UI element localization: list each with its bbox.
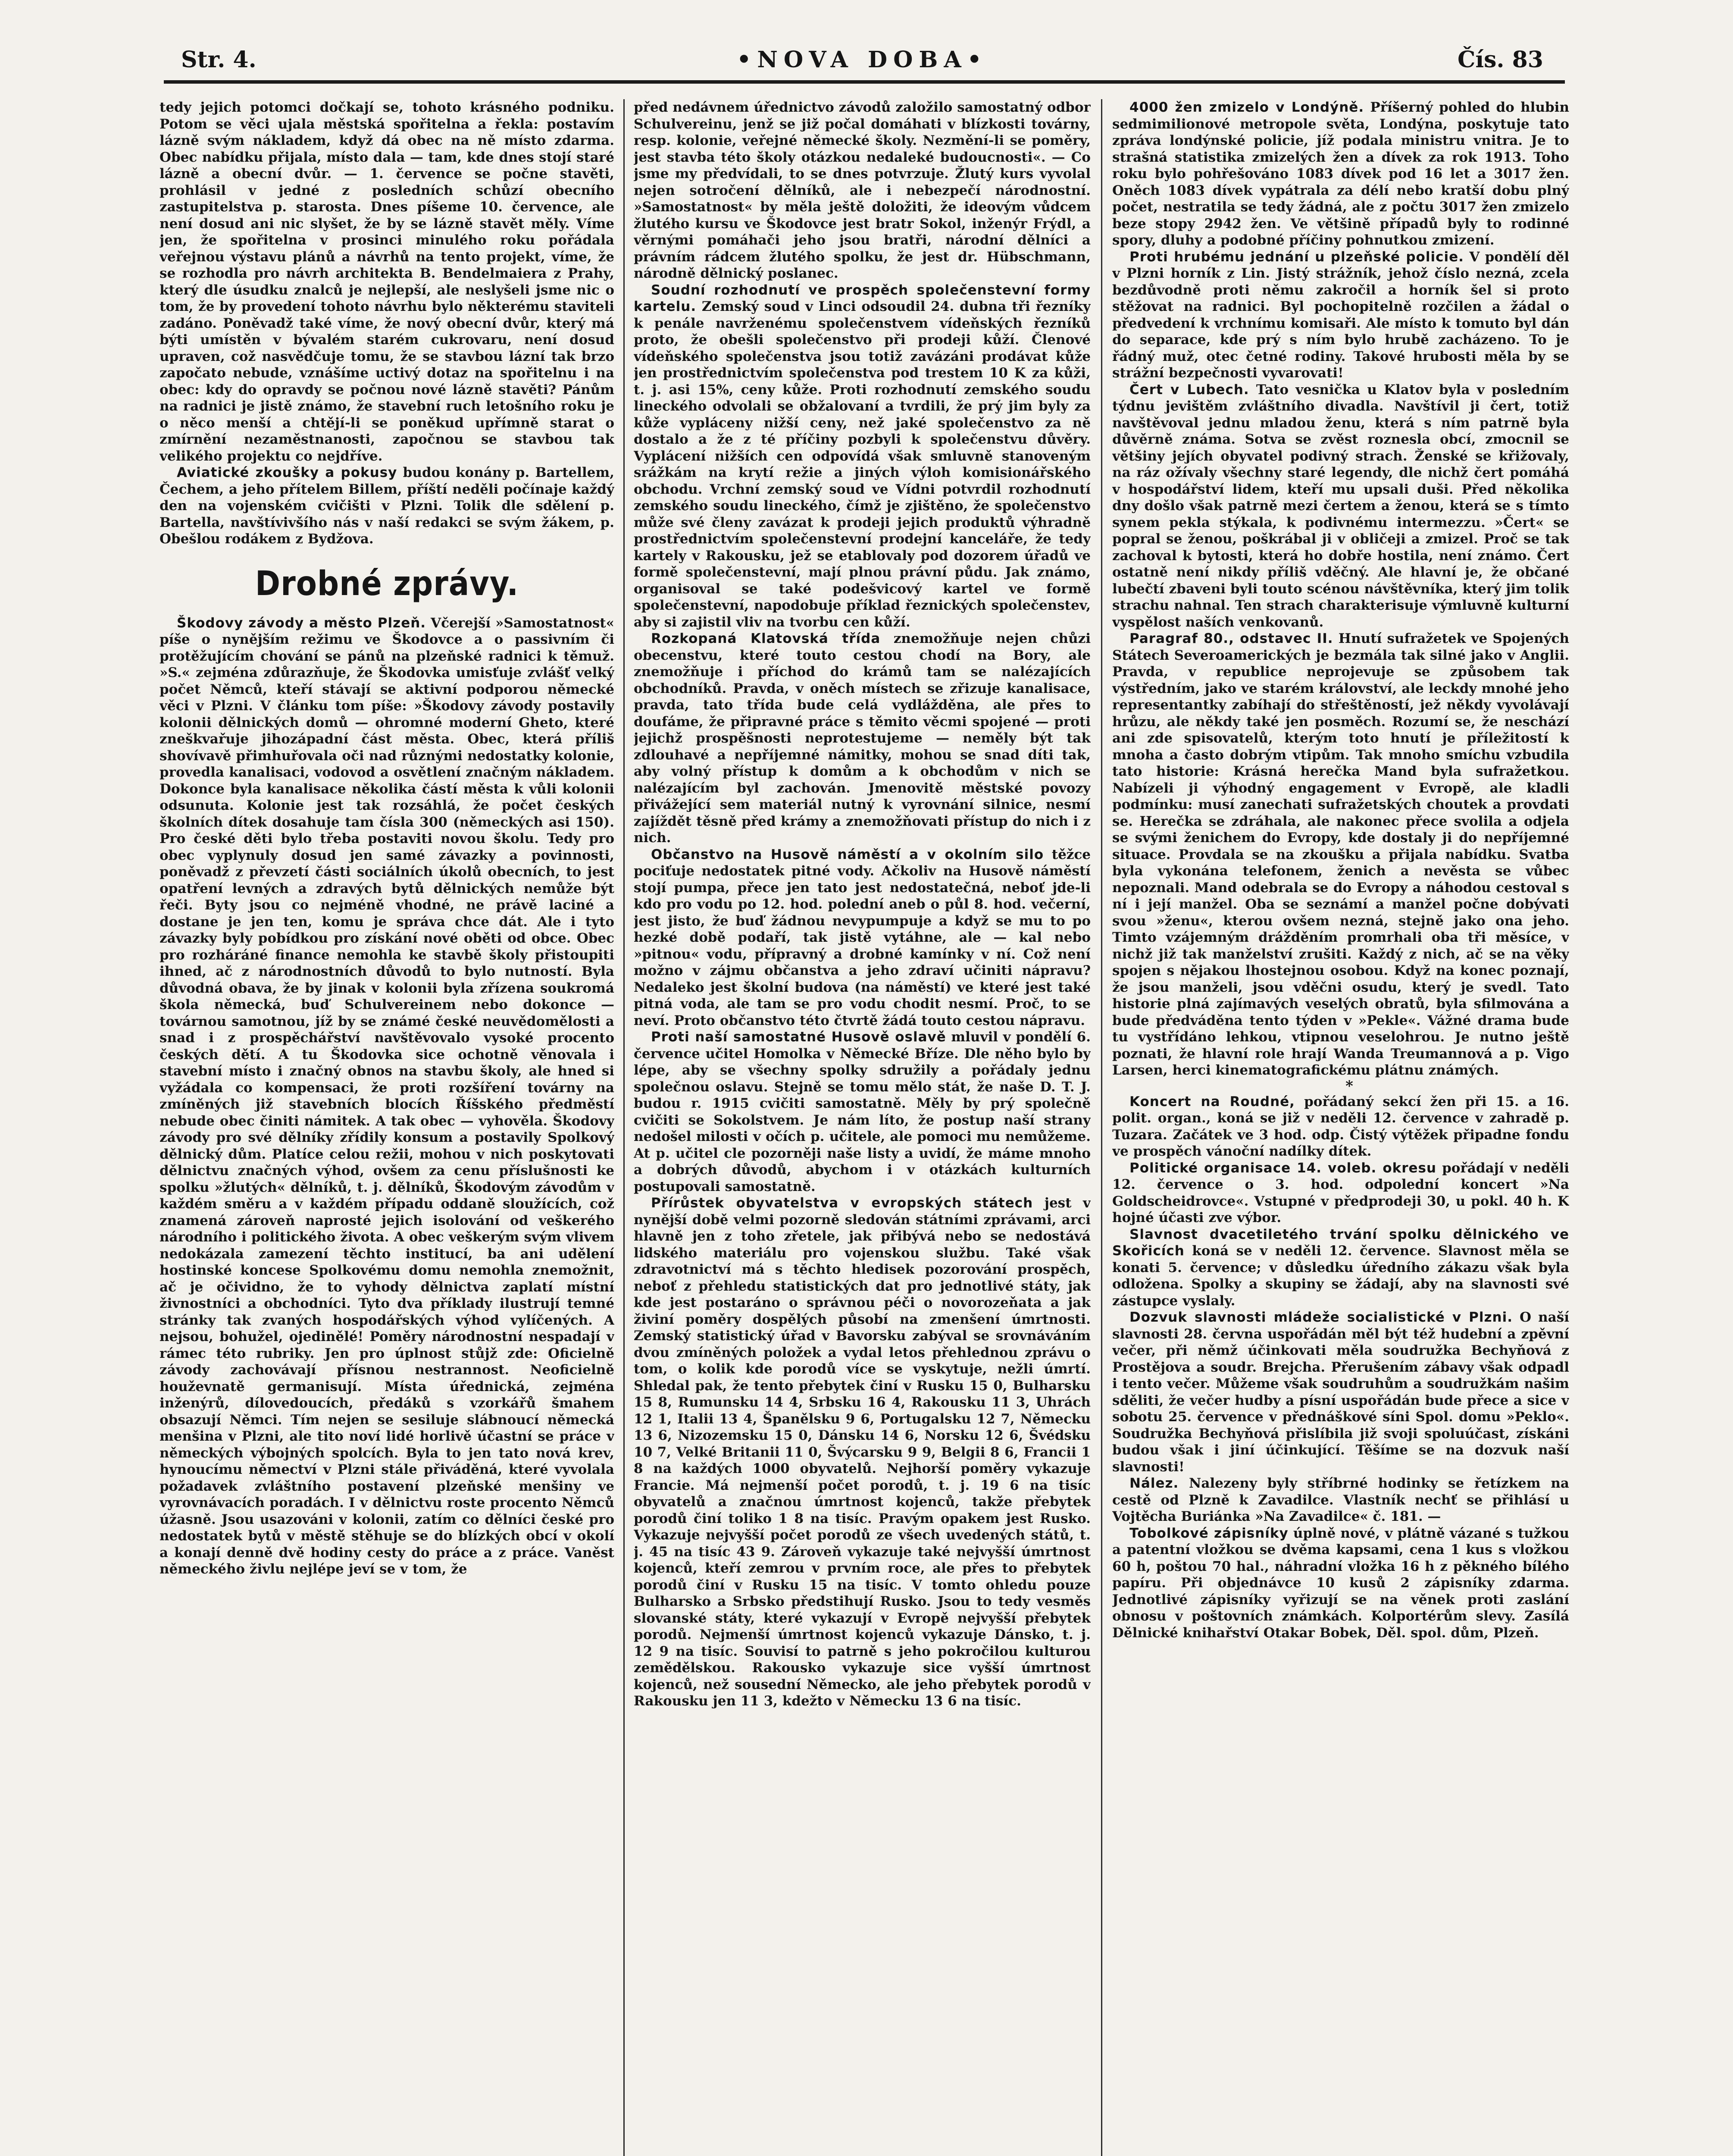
article-heading: Paragraf 80., odstavec II.	[1129, 631, 1333, 646]
article-text: Nalezeny byly stříbrné hodinky se řetízkem na cestě od Plzně k Zavadilce. Vlastník nechť se přihlásí u Vojtěcha Buriánka »Na Zavadilce« č. 181. —	[1112, 1476, 1569, 1524]
article-heading: Tobolkové zápisníky	[1129, 1525, 1289, 1541]
article-paragraph	[634, 1195, 1091, 1710]
article-heading: Čert v Lubech.	[1129, 382, 1249, 398]
article-text: Tato vesnička u Klatov byla v posledním týdnu jevištěm zvláštního divadla. Navštívil ji čert, totiž navštěvoval jednu mladou ženu, která s ním patrně byla důvěrně známa. Sotva se zvěst roznesla obcí, zmocnil se většiny jejích obyvatel podivný strach. Ženské se křižovaly, na ráz ožívaly všechny staré legendy, dle nichž čert pomáhá v hospodářství lidem, kteří mu upsali duši. Před několika dny došlo však patrně mezi čertem a ženou, která se s tímto synem pekla stýkala, k podivnému intermezzu. »Čert« se popral se ženou, poškrábal ji v obličeji a zmizel. Proč se tak zachoval k bytosti, která ho dobře hostila, není známo. Čert ostatně není nikdy příliš vděčný. Ale hlavní je, že občané lubečtí zbaveni byli touto scénou návštěvníka, který jim tolik strachu nahnal. Ten strach charakterisuje výmluvně kulturní vyspělost naších venkovanů.	[1112, 382, 1569, 630]
article-heading: 4000 žen zmizelo v Londýně.	[1129, 100, 1364, 115]
article-text: jest v nynější době velmi pozorně sledován státními zprávami, arci hlavně jen z toho zřetele, jak přibývá nebo se nedostává lidského materiálu pro vojenskou službu. Také však zdravotnictví má s těchto hledisek pozorování prospěch, neboť z přehledu statistických dat pro jednotlivé státy, jak kde jest postaráno o správnou péči o novorozeňata a jak živiní poměry dospělých působí na zmenšení úmrtnosti. Zemský statistický úřad v Bavorsku zabýval se srovnáváním dvou zmíněných položek a vydal letos přehlednou zprávu o tom, o kolik kde porodů více se vyskytuje, nežli úmrtí. Shledal pak, že tento přebytek činí v Rusku 15 0, Bulharsku 15 8, Rumunsku 14 4, Srbsku 16 4, Rakousku 11 3, Uhrách 12 1, Italii 13 4, Španělsku 9 6, Portugalsku 12 7, Německu 13 6, Nizozemsku 15 0, Dánsku 14 6, Norsku 12 6, Švédsku 10 7, Velké Britanii 11 0, Švýcarsku 9 9, Belgii 8 6, Francii 1 8 na každých 1000 obyvatelů. Nejhorší poměry vykazuje Francie. Má nejmenší počet porodů, t. j. 19 6 na tisíc obyvatelů a značnou úmrtnost kojenců, takže přebytek porodů činí toliko 1 8 na tisíc. Pravým opakem jest Rusko. Vykazuje nejvyšší počet porodů ze všech uvedených států, t. j. 45 na tisíc 43 9. Zároveň vykazuje také nejvyšší úmrtnost kojenců, kteří zemrou v prvním roce, ale přes to přebytek porodů činí v Rusku 15 na tisíc. V tomto ohledu pouze Bulharsko a Srbsko předstihují Rusko. Jsou to tedy vesměs slovanské státy, které vykazují v Evropě nejvyšší přebytek porodů. Nejmenší úmrtnost kojenců vykazuje Dánsko, t. j. 12 9 na tisíc. Souvisí to patrně s jeho pokročilou kulturou zemědělskou. Rakousko vykazuje sice vyšší úmrtnost kojenců, než sousední Německo, ale jeho přebytek porodů v Rakousku jen 11 3, kdežto v Německu 13 6 na tisíc.	[634, 1195, 1091, 1709]
article-text: budou konány p. Bartellem, Čechem, a jeho přítelem Billem, příští neděli počínaje každý den na vojenském cvičišti v Plzni. Tolik dle sdělení p. Bartella, navštívivšího nás v naší redakci se svým žákem, p. Obešlou rodákem z Bydžova.	[160, 465, 614, 547]
article-paragraph	[1112, 99, 1569, 249]
column-2	[634, 99, 1091, 2156]
article-paragraph	[634, 846, 1091, 1029]
article-heading: Soudní rozhodnutí ve prospěch společenstevní formy kartelu.	[634, 282, 1091, 314]
article-paragraph	[160, 615, 614, 1578]
issue-number: Čís. 83	[1458, 47, 1543, 73]
article-paragraph	[1112, 1226, 1569, 1310]
column-divider	[623, 99, 625, 2156]
article-text: Příšerný pohled do hlubin sedmimilionové metropole světa, Londýna, poskytuje tato zpráva londýnské policie, jíž podala ministru vnitra. Je to strašná statistika zmizelých žen a dívek za rok 1913. Toho roku bylo pohřešováno 1083 dívek pod 16 let a 3017 žen. Oněch 1083 dívek vypátrala za délí nebo kratší dobu plný počet, nestratila se tedy žádná, ale z počtu 3017 žen zmizelo beze stopy 2942 žen. Ve většině případů byly to rodinné spory, dluhy a podobné příčiny pohnutkou zmizení.	[1112, 100, 1569, 248]
article-paragraph	[634, 282, 1091, 631]
section-divider-star: *	[1345, 1077, 1353, 1095]
page-number: Str. 4.	[181, 47, 257, 73]
article-heading: Proti naší samostatné Husově oslavě	[651, 1029, 946, 1045]
article-paragraph	[1112, 382, 1569, 631]
article-heading: Koncert na Roudné,	[1129, 1094, 1295, 1109]
article-text: Zemský soud v Linci odsoudil 24. dubna tři řezníky k penále navrženému společenstvem vídeňských řezníků proto, že obešli společenstvo při prodeji kůží. Členové vídeňského společenstva jsou totiž zavázáni prodávat kůže jen prostřednictvím společenstva pod trestem 10 K za kůži, t. j. asi 15%, ceny kůže. Proti rozhodnutí zemského soudu lineckého odvolali se obžalovaní a tvrdili, že prý jim byly za kůže vypláceny nižší ceny, než jaké společenstvo za ně dostalo a že z té příčiny pozbyli k společenstvu důvěry. Vyplácení nižších cen odpovídá však smluvně stanoveným srážkám na krytí režie a jiných výloh komisionářského obchodu. Vrchní zemský soud ve Vídni potvrdil rozhodnutí zemského soudu lineckého, čímž je zjištěno, že společenstvo může své členy zavázat k prodeji jejich produktů výhradně prostřednictvím společenstevní prodejní kanceláře, že tedy kartely v Rakousku, jež se etablovaly pod dozorem úřadů ve formě společenstevní, mají plnou právní půdu. Jak známo, organisoval se také podešvicový kartel ve formě společenstevní, napodobuje příklad řeznických společenstev, aby si zajistil vliv na tvorbu cen kůží.	[634, 299, 1091, 630]
article-text: pořádají v neděli 12. července o 3. hod. odpolední koncert »Na Goldscheidrovce«. Vstupné v předprodeji 30, u pokl. 40 h. K hojné účasti zve výbor.	[1112, 1160, 1569, 1225]
article-heading: Aviatické zkoušky a pokusy	[177, 465, 397, 480]
article-text: pořádaný sekcí žen při 15. a 16. polit. organ., koná se již v neděli 12. července v zahradě p. Tuzara. Začátek ve 3 hod. odp. Čistý výtěžek připadne fondu ve prospěch vánoční nadílky dítek.	[1112, 1094, 1569, 1159]
column-3	[1112, 99, 1569, 2156]
article-heading: Dozvuk slavnosti mládeže socialistické v Plzni.	[1129, 1310, 1513, 1325]
article-text: před nedávnem úřednictvo závodů založilo samostatný odbor Schulvereinu, jenž se již počal domáhati v blízkosti továrny, resp. kolonie, veřejné německé školy. Nezmění-li se poměry, jest stavba této školy otázkou nedaleké budoucnosti«. — Co jsme my předvídali, to se dnes potvrzuje. Žlutý kurs vyvolal nejen sotročení dělníků, ale i nebezpečí národnostní. »Samostatnost« by měla ještě doložiti, že ideovým vůdcem žlutého kursu ve Škodovce jest bratr Sokol, inženýr Frýdl, a věrnými pomáhači jeho jsou bratři, národní dělníci a právním rádcem žlutého spolku, že jest dr. Hübschmann, národně dělnický poslanec.	[634, 100, 1091, 281]
article-heading: Proti hrubému jednání u plzeňské policie.	[1129, 249, 1464, 265]
article-text: koná se v neděli 12. července. Slavnost měla se konati 5. července; v důsledku úředního zákazu však byla odložena. Spolky a skupiny se žádají, aby na slavnosti své zástupce vyslaly.	[1112, 1243, 1569, 1309]
section-title: Drobné zprávy.	[255, 564, 519, 603]
article-text: znemožňuje nejen chůzi obecenstvu, které touto cestou chodí na Bory, ale znemožňuje i příchod do krámů tam se nalézajících obchodníků. Pravda, v oněch místech se zřizuje kanalisace, pravda, tato třída bude celá vydlážděna, ale přes to doufáme, že připravné práce s těmito věcmi spojené — proti jejichž prospěšnosti neprotestujeme — neměly být tak zdlouhavé a nepříjemné námitky, mohou se snad díti tak, aby volný přístup k domům a k obchodům v nich se nalézajícím byl zachován. Jmenovitě městské povozy přivážející sem materiál nutný k vyrovnání silnice, nesmí zajíždět těsně před krámy a znemožňovati přístup do nich i z nich.	[634, 631, 1091, 846]
article-text: úplně nové, v plátně vázané s tužkou a patentní vložkou se dvěma kapsami, cena 1 kus s vložkou 60 h, poštou 70 hal., náhradní vložka 16 h z pěkného bílého papíru. Při objednávce 10 kusů 2 zápisníky zdarma. Jednotlivé zápisníky vyřizují se na věnek proti zaslání obnosu v poštovních známkách. Kolportérům slevy. Zasílá Dělnické knihařství Otakar Bobek, Děl. spol. dům, Plzeň.	[1112, 1525, 1569, 1641]
article-paragraph	[634, 1029, 1091, 1195]
newspaper-title: •NOVA DOBA•	[737, 47, 988, 73]
article-heading: Rozkopaná Klatovská třída	[651, 631, 881, 646]
article-heading: Škodovy závody a město Plzeň.	[177, 615, 426, 631]
article-text: těžce pociťuje nedostatek pitné vody. Ačkoliv na Husově náměstí stojí pumpa, přece jen tato jest nedostatečná, neboť jde-li kdo pro vodu po 12. hod. polední aneb o půl 8. hod. večerní, jest jisto, že buď žádnou nevypumpuje a když se mu to po hezké době podaří, tak jistě vytáhne, ale — kal nebo »pitnou« vodu, přípravný a drobné kamínky v ní. Což není možno v zájmu občanstva a jeho zdraví učiniti nápravu? Nedaleko jest školní budova (na náměstí) ve které jest také pitná voda, ale tam se pro vodu chodit nesmí. Proč, to se neví. Proto občanstvo této čtvrtě žádá touto cestou nápravu.	[634, 846, 1091, 1028]
article-paragraph	[634, 630, 1091, 846]
article-text: tedy jejich potomci dočkají se, tohoto krásného podniku. Potom se věci ujala městská spořitelna a řekla: postavím lázně svým nákladem, když dá obec na ně místo zdarma. Obec nabídku přijala, místo dala — tam, kde dnes stojí staré lázně a obecní dvůr. — 1. července se počne stavěti, prohlásil v jedné z posledních schůzí obecního zastupitelstva p. starosta. Dnes píšeme 10. července, ale není dosud ani nic slyšet, že by se lázně stavět měly. Víme jen, že spořitelna v prosinci minulého roku pořádala veřejnou výstavu plánů a návrhů na tento projekt, víme, že se rozhodla pro návrh architekta B. Bendelmaiera z Prahy, který dle úsudku znalců je nejlepší, ale neslyšeli jsme nic o tom, že by provedení tohoto návrhu bylo některému staviteli zadáno. Poněvadž také víme, že nový obecní dvůr, který má býti umístěn v bývalém starém cukrovaru, není dosud upraven, což nasvědčuje tomu, že se stavbou lázní tak brzo započato nebude, vznášíme uctivý dotaz na spořitelnu i na obec: kdy do opravdy se počnou nové lázně stavěti? Pánům na radnici je jistě známo, že stavební ruch letošního roku je o něco menší a chtějí-li se poněkud upřímně starat o zmírnění nezaměstnanosti, započnou se stavbou tak velikého projektu co nejdříve.	[160, 100, 614, 464]
article-text: V pondělí děl v Plzni horník z Lin. Jistý strážník, jehož číslo nezná, zcela bezdůvodně proti němu zakročil a horník šel si proto stěžovat na radnici. Byl pochopitelně rozčilen a žádal o předvedení k vrchnímu komisaři. Ale místo k tomuto byl dán do separace, kde prý s ním bylo hrubě zacházeno. To je řádný muž, otec četné rodiny. Takové hrubosti měla by se strážní bezpečnosti vyvarovati!	[1112, 249, 1569, 381]
column-1	[160, 99, 614, 2156]
article-text: mluvil v pondělí 6. července učitel Homolka v Německé Bříze. Dle něho bylo by lépe, aby se všechny spolky sdružily a pořádaly jednu společnou oslavu. Stejně se tomu mělo stát, že naše D. T. J. budou r. 1915 cvičiti samostatně. Měly by prý společně cvičiti se Sokolstvem. Je nám líto, že postup naší strany nedošel milosti v očích p. učitele, ale pomoci mu nemůžeme. At p. učitel cle pozorněji naše listy a uvidí, že máme mnoho a dobrých důvodů, abychom i v otázkách kulturních postupovali samostatně.	[634, 1029, 1091, 1194]
article-paragraph	[1112, 1160, 1569, 1226]
article-heading: Přírůstek obyvatelstva v evropských státech	[651, 1195, 1033, 1211]
article-paragraph	[1112, 1525, 1569, 1642]
masthead	[164, 47, 1561, 77]
article-heading: Politické organisace 14. voleb. okresu	[1129, 1160, 1437, 1176]
article-heading: Slavnost dvacetiletého trvání spolku dělnického ve Skořicích	[1112, 1226, 1569, 1259]
column-divider	[1101, 99, 1102, 2156]
article-text: Hnutí sufražetek ve Spojených Státech Severoamerických je bezmála tak silné jako v Anglii. Pravda, v republice neprojevuje se způsobem tak výstředním, jako ve starém království, ale leckdy mnohé jeho representantky zabíhají do střeštěností, jež někdy vyvolávají hrůzu, ale někdy také jen posměch. Rozumí se, že neschází ani zde spisovatelů, kterým toto hnutí je příležitostí k mnoha a často dobrým vtipům. Tak mnoho smíchu vzbudila tato historie: Krásná herečka Mand byla sufražetkou. Nabízeli ji výhodný engagement v Evropě, ale kladli podmínku: musí zanechati sufražetských choutek a provdati se. Herečka se zdráhala, ale nakonec přece svolila a odjela se svými ženichem do Evropy, kde dostaly ji do nepříjemné situace. Provdala se na zkoušku a přijala nabídku. Svatba byla vykonána telefonem, ženich a nevěsta se vůbec nepoznali. Mand odebrala se do Evropy a náhodou cestoval s ní i její manžel. Oba se seznámí a manžel počne dobývati svou »ženu«, kterou ovšem nezná, stejně jako ona jeho. Timto vzájemným drážděním promrhali oba tři měsíce, v nichž již tak manželství zrušiti. Každý z nich, ač se na věky spojen s nějakou lhostejnou osobou. Když na konec poznají, že jsou manželi, jsou vděčni osudu, který je svedl. Tato historie plná zajímavých veselých obratů, byla sfilmována a bude předváděna tento týden v »Pekle«. Vážné drama bude tu vystřídáno lehkou, vtipnou veselohrou. Je nutno ještě poznati, že hlavní role hrají Wanda Treumannová a p. Vigo Larsen, herci kinematografickému plátnu známých.	[1112, 631, 1569, 1078]
article-heading: Občanstvo na Husově náměstí a v okolním silo	[651, 846, 1044, 862]
article-paragraph	[1112, 249, 1569, 382]
article-paragraph	[1112, 1094, 1569, 1160]
article-paragraph	[1112, 630, 1569, 1079]
article-text: O naší slavnosti 28. června uspořádán měl být též hudební a zpěvní večer, při němž účinkovati měla soudružka Bechyňová z Prostějova a soudr. Brejcha. Přerušením zábavy však odpadl i tento večer. Můžeme však soudruhům a soudružkám našim sděliti, že večer hudby a písní uspořádán bude přece a sice v sobotu 25. července v přednáškové síni Spol. domu »Peklo«. Soudružka Bechyňová přislíbila již svoji spoluúčast, získáni budou však i jiní účinkující. Těšíme se na dozvuk naší slavnosti!	[1112, 1310, 1569, 1475]
article-paragraph	[160, 464, 614, 548]
article-paragraph	[1112, 1309, 1569, 1475]
article-text: Včerejší »Samostatnost« píše o nynějším režimu ve Škodovce a o passivním či protěžujícím chování se pánů na plzeňské radnici k těmuž. »S.« zejména zdůrazňuje, že Škodovka umisťuje zvlášť velký počet Němců, kteří stávají se aktivní podporou německé věci v Plzni. V článku tom píše: »Škodovy závody postavily kolonii dělnických domů — ohromné moderní Gheto, které zneškvařuje jihozápadní část města. Obec, která příliš shovívavě přimhuřovala oči nad různými nedostatky kolonie, provedla kanalisaci, vodovod a osvětlení značným nákladem. Dokonce byla kanalisace několika částí města k vůli kolonii odsunuta. Kolonie jest tak rozsáhlá, že počet českých školních dítek dosahuje tam čísla 300 (německých asi 150). Pro české děti bylo třeba postaviti novou školu. Tedy pro obec vyplynuly dosud jen samé závazky a povinnosti, poněvadž z převzetí části sociálních úkolů obecních, to jest opatření levných a zdravých bytů dělnických nemůže být řeči. Byty jsou co nejméně vhodné, ne právě laciné a dostane je jen ten, komu je správa chce dát. Ale i tyto závazky byly pobídkou pro získání nové oběti od obce. Obec pro rozháráné finance nemohla ke stavbě školy přistoupiti ihned, ač z národnostních důvodů to bylo nutností. Byla důvodná obava, že by jinak v kolonii byla zřízena soukromá škola německá, buď Schulvereinem nebo dokonce — továrnou samotnou, jíž by se známé české neuvědomělosti a snad i z prospěchářství navštěvovalo vysoké procento českých dětí. A tu Škodovka sice ochotně věnovala i stavební místo i značný obnos na stavbu školy, ale hned si vyžádala co kompensaci, že proti rozšíření továrny na zmíněných již stavebních blocích Říšského předměstí nebude obec činiti námitek. A tak obec — vyhověla. Škodovy závody pro své dělníky zřídily konsum a postavily Spolkový dělnický dům. Platíce celou režii, mohou v nich poskytovati dělnictvu značných výhod, ovšem za cenu příslušnosti ke spolku »žlutých« dělníků, t. j. dělníků, Škodovým závodům v každém směru a v každém případu oddaně sloužících, což znamená zároveň naprosté jejich isolování od veškerého národního i politického života. A obec veškerým svým vlivem nedokázala zamezení těchto institucí, ba ani udělení hostinské koncese Spolkovému domu nemohla znemožnit, ač je očividno, že to vyhody dělnictva zaplatí místní živnostníci a obchodníci. Tyto dva příklady ilustrují temné stránky tak zvaných hospodářských výhod vylíčených. A nejsou, bohužel, ojedinělé! Poměry národnostní nespadají v rámec této rubriky. Jen pro úplnost stůjž zde: Oficielně závody zachovávají přísnou nestrannost. Neoficielně houževnatě germanisují. Místa úřednická, zejména inženýrů, dílovedoucích, předáků s vzorkářů šmahem obsazují Němci. Tím nejen se sesiluje slábnoucí německá menšina v Plzni, ale tito noví lidé horlivě účastní se práce v německých výbojných spolcích. Byla to jen tato nová krev, hynoucímu němectví v Plzni stále přiváděná, které vyvolala požadavek zvláštního postavení plzeňské menšiny ve vyrovnávacích poradách. I v dělnictvu roste procento Němců úžasně. Jsou usazováni v kolonii, zatím co dělníci české pro nedostatek bytů v městě stěhuje se do blízkých obcí v okolí a konají denně dvě hodiny cesty do práce a z práce. Vaněst německého živlu nejlépe jeví se v tom, že	[160, 615, 614, 1577]
article-heading: Nález.	[1129, 1476, 1179, 1491]
top-rule	[164, 80, 1565, 84]
article-paragraph	[1112, 1475, 1569, 1525]
